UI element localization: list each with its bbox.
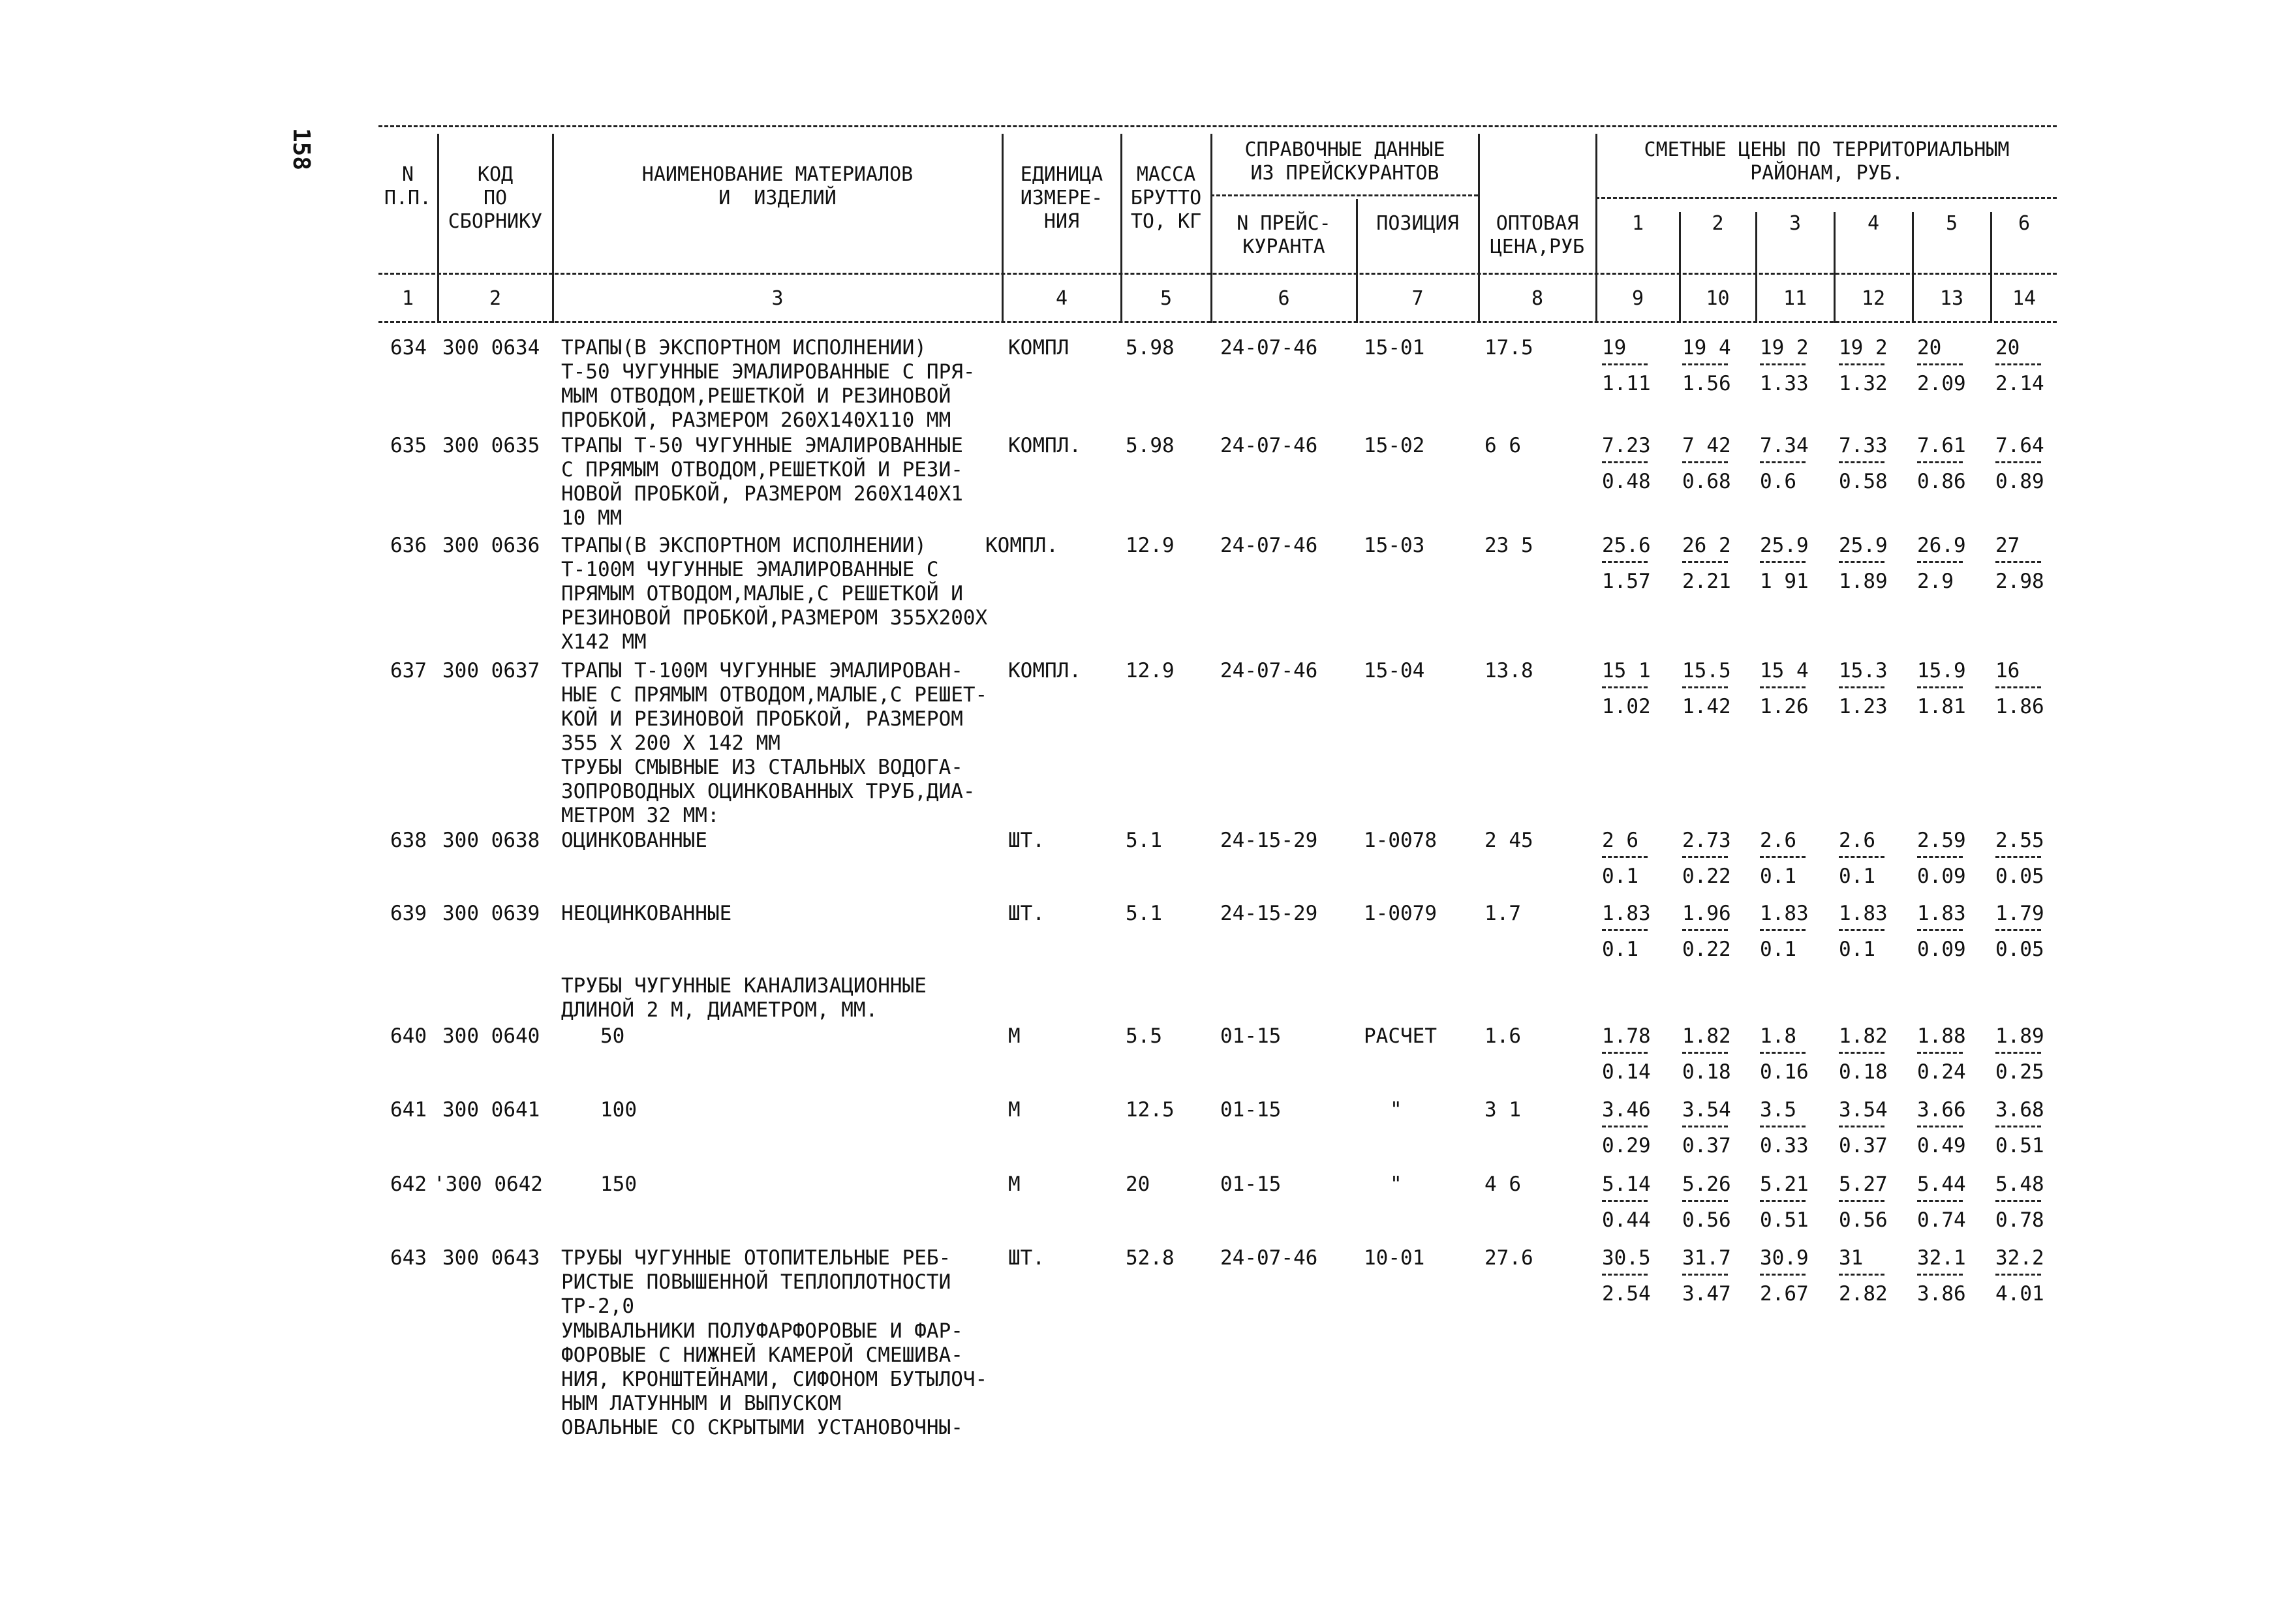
row-preisk: 24-07-46 (1220, 659, 1318, 682)
row-unit: КОМПЛ (1008, 336, 1069, 360)
row-pos: 15-02 (1364, 434, 1425, 457)
row-n: 642 (390, 1172, 427, 1196)
row-preisk: 01-15 (1220, 1172, 1282, 1196)
row-preisk: 01-15 (1220, 1098, 1282, 1122)
price-r5: 7.61 0.86 (1917, 434, 1966, 493)
row-name: ТРАПЫ(В ЭКСПОРТНОМ ИСПОЛНЕНИИ) Т-50 ЧУГУННЫЕ ЭМАЛИРОВАННЫЕ С ПРЯ- МЫМ ОТВОДОМ,РЕШЕТКОЙ И РЕЗИНОВОЙ ПРОБКОЙ, РАЗМЕРОМ 260Х140Х110 ММ (561, 336, 976, 432)
row-kod: 300 0639 (442, 902, 540, 925)
row-mass: 5.1 (1126, 902, 1162, 925)
row-n: 639 (390, 902, 427, 925)
row-mass: 20 (1126, 1172, 1150, 1196)
row-n: 637 (390, 659, 427, 682)
price-r2: 19 4 1.56 (1682, 336, 1731, 395)
price-r4: 25.9 1.89 (1839, 534, 1888, 593)
colnum-12: 12 (1861, 287, 1886, 310)
row-opt: 1.7 (1484, 902, 1521, 925)
row-n: 640 (390, 1024, 427, 1048)
row-mass: 5.1 (1126, 829, 1162, 852)
price-r5: 32.1 3.86 (1917, 1246, 1966, 1306)
row-preisk: 24-07-46 (1220, 1246, 1318, 1270)
hdr-rayon-4: 4 (1867, 212, 1880, 235)
price-r1: 1.78 0.14 (1602, 1024, 1651, 1084)
colnum-8: 8 (1531, 287, 1544, 310)
row-name: 100 (600, 1098, 637, 1122)
row-opt: 23 5 (1484, 534, 1533, 557)
price-r4: 15.3 1.23 (1839, 659, 1888, 718)
price-r6: 2.55 0.05 (1995, 829, 2044, 888)
row-opt: 3 1 (1484, 1098, 1521, 1122)
price-r4: 2.6 0.1 (1839, 829, 1884, 888)
price-r2: 2.73 0.22 (1682, 829, 1731, 888)
hdr-poziciya: ПОЗИЦИЯ (1376, 212, 1459, 235)
price-r1: 3.46 0.29 (1602, 1098, 1651, 1157)
price-r6: 5.48 0.78 (1995, 1172, 2044, 1232)
hdr-optovaya: ОПТОВАЯ ЦЕНА,РУБ (1490, 212, 1585, 258)
hdr-rayon-1: 1 (1631, 212, 1644, 235)
row-n: 634 (390, 336, 427, 360)
hdr-massa: МАССА БРУТТО ТО, КГ (1130, 163, 1202, 233)
price-r4: 1.83 0.1 (1839, 902, 1888, 961)
row-name: ТРУБЫ ЧУГУННЫЕ ОТОПИТЕЛЬНЫЕ РЕБ- РИСТЫЕ ПОВЫШЕННОЙ ТЕПЛОПЛОТНОСТИ ТР-2,0 (561, 1246, 951, 1318)
price-r3: 7.34 0.6 (1760, 434, 1809, 493)
row-unit: КОМПЛ. (985, 534, 1058, 557)
row-pos: 10-01 (1364, 1246, 1425, 1270)
price-r4: 31 2.82 (1839, 1246, 1888, 1306)
row-kod: 300 0638 (442, 829, 540, 852)
row-pos: 1-0079 (1364, 902, 1437, 925)
price-r5: 3.66 0.49 (1917, 1098, 1966, 1157)
row-unit: ШТ. (1008, 902, 1045, 925)
row-name: ТРАПЫ Т-100М ЧУГУННЫЕ ЭМАЛИРОВАН- НЫЕ С ПРЯМЫМ ОТВОДОМ,МАЛЫЕ,С РЕШЕТ- КОЙ И РЕЗИНОВОЙ ПРОБКОЙ, РАЗМЕРОМ 355 Х 200 Х 142 ММ (561, 659, 988, 755)
row-name: ТРАПЫ(В ЭКСПОРТНОМ ИСПОЛНЕНИИ) Т-100М ЧУГУННЫЕ ЭМАЛИРОВАННЫЕ С ПРЯМЫМ ОТВОДОМ,МАЛЫЕ,С РЕШЕТКОЙ И РЕЗИНОВОЙ ПРОБКОЙ,РАЗМЕРОМ 355Х200Х Х142 ММ (561, 534, 988, 654)
row-mass: 12.9 (1126, 534, 1175, 557)
price-r6: 32.2 4.01 (1995, 1246, 2044, 1306)
row-unit: М (1008, 1098, 1021, 1122)
colnum-2: 2 (489, 287, 502, 310)
price-r3: 25.9 1 91 (1760, 534, 1809, 593)
price-r2: 7 42 0.68 (1682, 434, 1731, 493)
row-kod: 300 0641 (442, 1098, 540, 1122)
price-r6: 1.89 0.25 (1995, 1024, 2044, 1084)
hdr-edinica: ЕДИНИЦА ИЗМЕРЕ- НИЯ (1020, 163, 1103, 233)
row-mass: 52.8 (1126, 1246, 1175, 1270)
price-r2: 1.82 0.18 (1682, 1024, 1731, 1084)
row-n: 641 (390, 1098, 427, 1122)
header-mid-rule (378, 273, 2057, 275)
section-heading: ТРУБЫ ЧУГУННЫЕ КАНАЛИЗАЦИОННЫЕ ДЛИНОЙ 2 М, ДИАМЕТРОМ, ММ. (561, 974, 927, 1022)
price-r3: 1.8 0.16 (1760, 1024, 1809, 1084)
price-r1: 1.83 0.1 (1602, 902, 1651, 961)
price-r6: 20 2.14 (1995, 336, 2044, 395)
row-unit: ШТ. (1008, 829, 1045, 852)
price-r5: 26.9 2.9 (1917, 534, 1966, 593)
colnum-7: 7 (1411, 287, 1424, 310)
row-unit: КОМПЛ. (1008, 659, 1081, 682)
price-r5: 20 2.09 (1917, 336, 1966, 395)
price-r1: 7.23 0.48 (1602, 434, 1651, 493)
price-r5: 5.44 0.74 (1917, 1172, 1966, 1232)
price-r1: 19 1.11 (1602, 336, 1651, 395)
row-pos: 15-04 (1364, 659, 1425, 682)
hdr-rayon-5: 5 (1945, 212, 1958, 235)
price-r6: 16 1.86 (1995, 659, 2044, 718)
row-mass: 5.5 (1126, 1024, 1162, 1048)
row-pos: 1-0078 (1364, 829, 1437, 852)
row-mass: 5.98 (1126, 336, 1175, 360)
price-r5: 2.59 0.09 (1917, 829, 1966, 888)
hdr-n-pp: N П.П. (384, 163, 432, 209)
header-bottom-rule (378, 321, 2057, 323)
row-name: ТРАПЫ Т-50 ЧУГУННЫЕ ЭМАЛИРОВАННЫЕ С ПРЯМЫМ ОТВОДОМ,РЕШЕТКОЙ И РЕЗИ- НОВОЙ ПРОБКОЙ, РАЗМЕРОМ 260Х140Х1 10 ММ (561, 434, 963, 530)
colnum-13: 13 (1939, 287, 1964, 310)
hdr-rayon-3: 3 (1789, 212, 1802, 235)
row-name: 50 (600, 1024, 625, 1048)
colnum-1: 1 (401, 287, 414, 310)
row-name: НЕОЦИНКОВАННЫЕ (561, 902, 732, 925)
price-r2: 1.96 0.22 (1682, 902, 1731, 961)
colnum-6: 6 (1278, 287, 1290, 310)
price-r4: 3.54 0.37 (1839, 1098, 1888, 1157)
row-name: 150 (600, 1172, 637, 1196)
price-r4: 5.27 0.56 (1839, 1172, 1888, 1232)
row-pos: " (1390, 1098, 1402, 1122)
row-preisk: 24-15-29 (1220, 902, 1318, 925)
row-n: 643 (390, 1246, 427, 1270)
price-r3: 15 4 1.26 (1760, 659, 1809, 718)
price-r2: 3.54 0.37 (1682, 1098, 1731, 1157)
hdr-naimenovanie: НАИМЕНОВАНИЕ МАТЕРИАЛОВ И ИЗДЕЛИЙ (641, 163, 914, 209)
row-n: 635 (390, 434, 427, 457)
price-r4: 7.33 0.58 (1839, 434, 1888, 493)
colnum-9: 9 (1631, 287, 1644, 310)
hdr-rayon-6: 6 (2018, 212, 2031, 235)
price-r1: 2 6 0.1 (1602, 829, 1648, 888)
price-r3: 3.5 0.33 (1760, 1098, 1809, 1157)
hdr-n-preiskuranta: N ПРЕЙС- КУРАНТА (1237, 212, 1331, 258)
row-opt: 2 45 (1484, 829, 1533, 852)
row-kod: 300 0634 (442, 336, 540, 360)
row-pos: " (1390, 1172, 1402, 1196)
row-unit: М (1008, 1172, 1021, 1196)
row-kod: 300 0643 (442, 1246, 540, 1270)
smetnye-subrule (1595, 197, 2057, 199)
price-r6: 3.68 0.51 (1995, 1098, 2044, 1157)
price-r1: 15 1 1.02 (1602, 659, 1651, 718)
header-top-rule (378, 125, 2057, 127)
price-r3: 1.83 0.1 (1760, 902, 1809, 961)
price-r1: 5.14 0.44 (1602, 1172, 1651, 1232)
row-mass: 12.9 (1126, 659, 1175, 682)
row-pos: РАСЧЕТ (1364, 1024, 1437, 1048)
price-r3: 19 2 1.33 (1760, 336, 1809, 395)
row-n: 638 (390, 829, 427, 852)
colnum-11: 11 (1783, 287, 1807, 310)
row-mass: 12.5 (1126, 1098, 1175, 1122)
row-unit: М (1008, 1024, 1021, 1048)
row-opt: 13.8 (1484, 659, 1533, 682)
row-preisk: 24-15-29 (1220, 829, 1318, 852)
row-kod: 300 0637 (442, 659, 540, 682)
price-r3: 30.9 2.67 (1760, 1246, 1809, 1306)
price-r5: 1.88 0.24 (1917, 1024, 1966, 1084)
colnum-3: 3 (771, 287, 784, 310)
row-pos: 15-01 (1364, 336, 1425, 360)
row-kod: 300 0640 (442, 1024, 540, 1048)
price-r6: 27 2.98 (1995, 534, 2044, 593)
hdr-smetnye: СМЕТНЫЕ ЦЕНЫ ПО ТЕРРИТОРИАЛЬНЫМ РАЙОНАМ, РУБ. (1644, 138, 2010, 185)
price-r1: 25.6 1.57 (1602, 534, 1651, 593)
price-r6: 7.64 0.89 (1995, 434, 2044, 493)
row-name: ОЦИНКОВАННЫЕ (561, 829, 707, 852)
row-preisk: 01-15 (1220, 1024, 1282, 1048)
colnum-10: 10 (1706, 287, 1730, 310)
row-kod: 300 0635 (442, 434, 540, 457)
price-r5: 1.83 0.09 (1917, 902, 1966, 961)
price-r2: 26 2 2.21 (1682, 534, 1731, 593)
section-heading: ТРУБЫ СМЫВНЫЕ ИЗ СТАЛЬНЫХ ВОДОГА- ЗОПРОВОДНЫХ ОЦИНКОВАННЫХ ТРУБ,ДИА- МЕТРОМ 32 ММ: (561, 756, 976, 827)
price-r2: 31.7 3.47 (1682, 1246, 1731, 1306)
row-kod: '300 0642 (433, 1172, 543, 1196)
row-preisk: 24-07-46 (1220, 534, 1318, 557)
row-n: 636 (390, 534, 427, 557)
section-heading: УМЫВАЛЬНИКИ ПОЛУФАРФОРОВЫЕ И ФАР- ФОРОВЫЕ С НИЖНЕЙ КАМЕРОЙ СМЕШИВА- НИЯ, КРОНШТЕЙНАМИ, СИФОНОМ БУТЫЛОЧ- НЫМ ЛАТУННЫМ И ВЫПУСКОМ ОВАЛЬНЫЕ СО СКРЫТЫМИ УСТАНОВОЧНЫ- (561, 1319, 988, 1439)
row-mass: 5.98 (1126, 434, 1175, 457)
price-r4: 19 2 1.32 (1839, 336, 1888, 395)
colnum-4: 4 (1055, 287, 1068, 310)
colnum-5: 5 (1160, 287, 1173, 310)
price-r2: 15.5 1.42 (1682, 659, 1731, 718)
price-r3: 5.21 0.51 (1760, 1172, 1809, 1232)
price-r2: 5.26 0.56 (1682, 1172, 1731, 1232)
row-preisk: 24-07-46 (1220, 336, 1318, 360)
row-opt: 4 6 (1484, 1172, 1521, 1196)
row-opt: 6 6 (1484, 434, 1521, 457)
hdr-spravochnye: СПРАВОЧНЫЕ ДАННЫЕ ИЗ ПРЕЙСКУРАНТОВ (1244, 138, 1445, 185)
row-preisk: 24-07-46 (1220, 434, 1318, 457)
row-unit: КОМПЛ. (1008, 434, 1081, 457)
price-r1: 30.5 2.54 (1602, 1246, 1651, 1306)
row-pos: 15-03 (1364, 534, 1425, 557)
row-opt: 17.5 (1484, 336, 1533, 360)
hdr-kod: КОД ПО СБОРНИКУ (448, 163, 543, 233)
price-r5: 15.9 1.81 (1917, 659, 1966, 718)
row-kod: 300 0636 (442, 534, 540, 557)
price-r4: 1.82 0.18 (1839, 1024, 1888, 1084)
colnum-14: 14 (2012, 287, 2037, 310)
price-r6: 1.79 0.05 (1995, 902, 2044, 961)
spravochnye-subrule (1210, 194, 1478, 196)
row-opt: 1.6 (1484, 1024, 1521, 1048)
page-number: 158 (288, 128, 315, 171)
price-r3: 2.6 0.1 (1760, 829, 1806, 888)
row-unit: ШТ. (1008, 1246, 1045, 1270)
hdr-rayon-2: 2 (1712, 212, 1724, 235)
row-opt: 27.6 (1484, 1246, 1533, 1270)
